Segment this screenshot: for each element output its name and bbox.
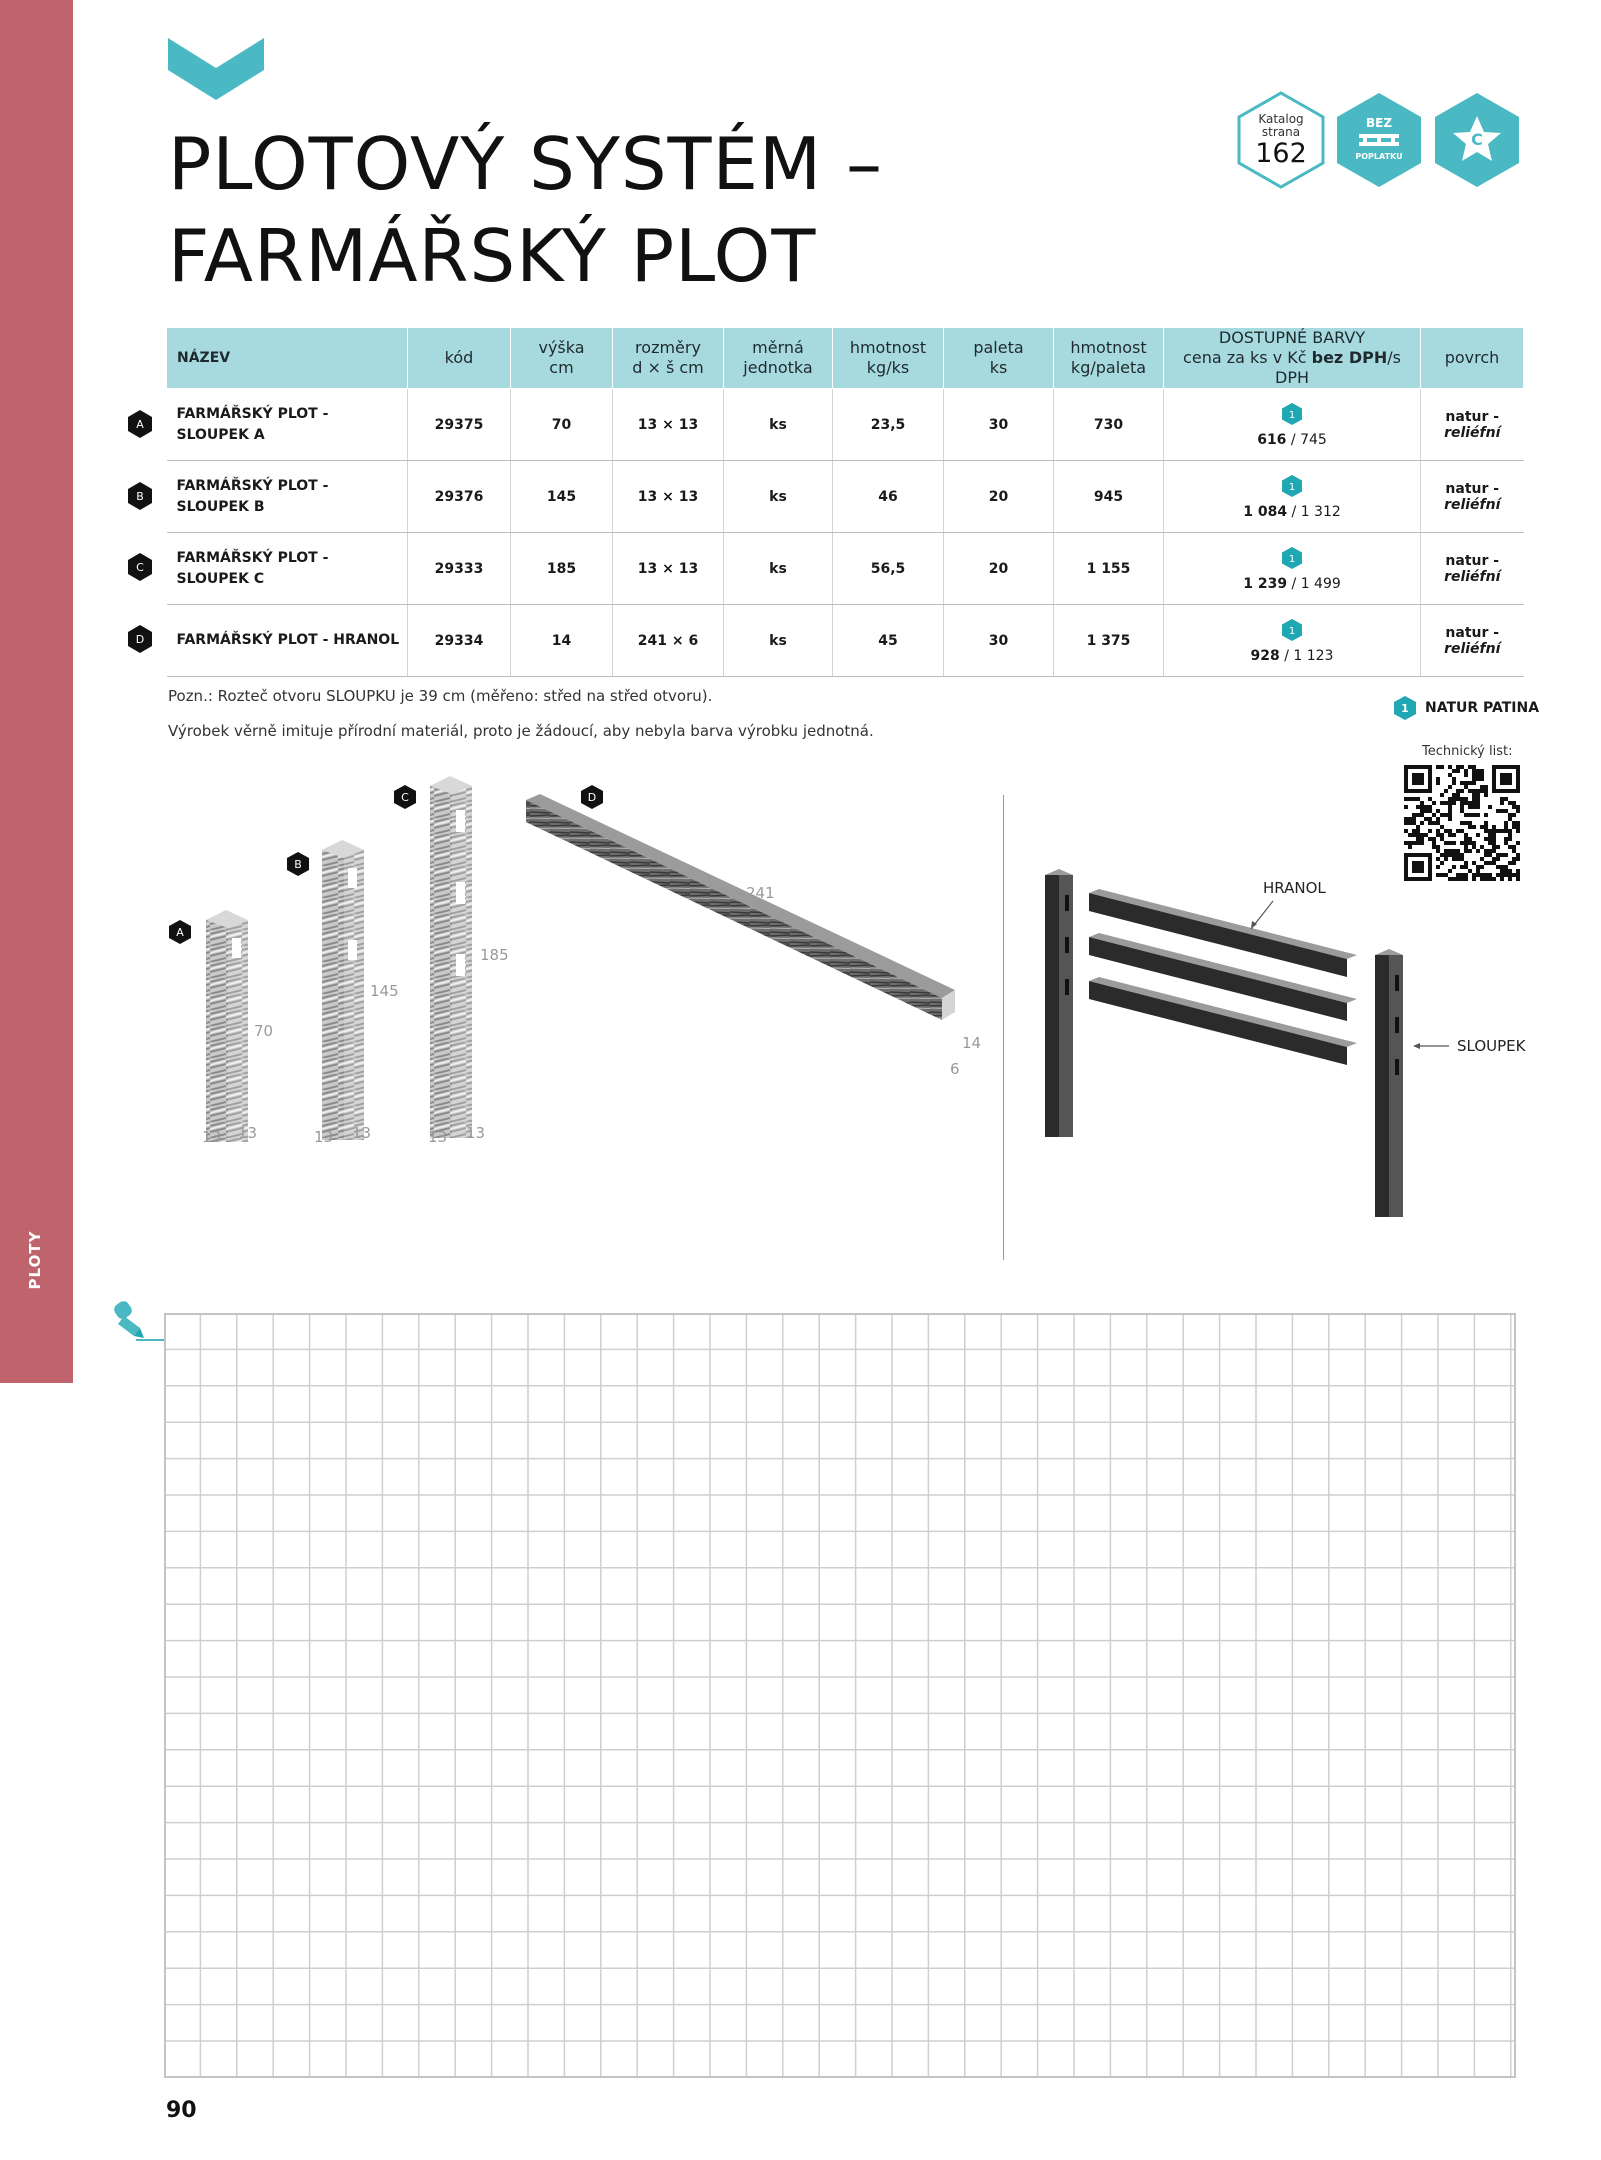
marker-c-icon [127, 552, 153, 582]
cell-price: 1 616 / 745 [1164, 389, 1421, 461]
marker-d-text: D [135, 633, 145, 646]
table-row [167, 605, 1524, 677]
tech-sheet-label: Technický list: [1422, 744, 1513, 759]
legend-label: NATUR PATINA [1425, 700, 1540, 716]
cell-pallet-weight: 1 375 [1054, 605, 1164, 677]
post-c-height-label: 185 [480, 946, 509, 964]
marker-b-drawing [287, 852, 309, 876]
cell-dimensions: 13 × 13 [613, 461, 724, 533]
cell-pallet-weight: 945 [1054, 461, 1164, 533]
catalog-page-badge [1235, 90, 1327, 190]
marker-d-drawing [581, 785, 603, 809]
post-c-depth-label: 13 [466, 1124, 486, 1142]
svg-text:1: 1 [1288, 553, 1296, 565]
marker-a-icon [127, 409, 153, 439]
fence-beam-label: HRANOL [1263, 879, 1326, 897]
no-fee-label-2: POPLATKU [1355, 152, 1403, 161]
marker-b-text: B [136, 490, 144, 503]
beam-d-marker-label: D [587, 791, 597, 804]
section-divider [1003, 795, 1004, 1260]
cell-name: FARMÁŘSKÝ PLOT - SLOUPEK A [167, 389, 408, 461]
color-swatch-icon [1281, 402, 1303, 426]
pallet-icon [1333, 90, 1425, 190]
post-a-depth-label: 13 [238, 1124, 258, 1142]
cell-unit: ks [724, 533, 833, 605]
marker-c-drawing [394, 785, 416, 809]
cell-code: 29333 [408, 533, 511, 605]
svg-text:1: 1 [1288, 481, 1296, 493]
cell-code: 29334 [408, 605, 511, 677]
header-colors: DOSTUPNÉ BARVY cena za ks v Kč bez DPH/s DPH [1164, 328, 1421, 389]
marker-b-icon [127, 481, 153, 511]
post-a-drawing [206, 910, 248, 1142]
svg-text:1: 1 [1288, 625, 1296, 637]
cell-price: 1 928 / 1 123 [1164, 605, 1421, 677]
product-illustration [130, 770, 1010, 1250]
cell-surface: natur - reliéfní [1421, 533, 1524, 605]
cell-weight: 56,5 [833, 533, 944, 605]
fence-right-post [1375, 949, 1403, 1217]
post-b-width-label: 13 [314, 1128, 334, 1146]
beam-d-drawing [526, 794, 955, 1020]
cell-unit: ks [724, 461, 833, 533]
marker-c-text: C [136, 561, 144, 574]
page-title [168, 118, 883, 302]
cell-name: FARMÁŘSKÝ PLOT - HRANOL [167, 605, 408, 677]
catalog-label-2: strana [1261, 125, 1301, 139]
cell-height: 14 [511, 605, 613, 677]
catalog-label-1: Katalog [1258, 112, 1304, 126]
cell-surface: natur - reliéfní [1421, 461, 1524, 533]
post-c-width-label: 13 [428, 1128, 448, 1146]
post-b-height-label: 145 [370, 982, 399, 1000]
fence-left-post [1045, 869, 1073, 1137]
post-b-drawing [322, 840, 364, 1140]
note-material: Výrobek věrně imituje přírodní materiál, proto je žádoucí, aby nebyla barva výrobku jednotná. [168, 722, 874, 740]
catalog-page-number: 162 [1255, 138, 1307, 169]
notes-grid[interactable] [164, 1313, 1516, 2078]
cell-weight: 46 [833, 461, 944, 533]
header-code: kód [408, 328, 511, 389]
beam-height-label: 14 [962, 1034, 982, 1052]
cell-pallet: 30 [944, 605, 1054, 677]
post-c-drawing [430, 776, 472, 1138]
cell-weight: 45 [833, 605, 944, 677]
cell-surface: natur - reliéfní [1421, 605, 1524, 677]
cell-dimensions: 13 × 13 [613, 533, 724, 605]
cell-price: 1 1 084 / 1 312 [1164, 461, 1421, 533]
cell-unit: ks [724, 389, 833, 461]
post-a-marker-label: A [176, 926, 184, 939]
beam-width-label: 6 [950, 1060, 960, 1078]
fence-post-label: SLOUPEK [1457, 1037, 1526, 1055]
svg-text:1: 1 [1401, 702, 1409, 715]
table-header-row [167, 328, 1524, 389]
cell-dimensions: 241 × 6 [613, 605, 724, 677]
cell-price: 1 1 239 / 1 499 [1164, 533, 1421, 605]
cell-height: 185 [511, 533, 613, 605]
cell-name: FARMÁŘSKÝ PLOT - SLOUPEK C [167, 533, 408, 605]
page-number: 90 [166, 2098, 197, 2123]
marker-d-icon [127, 624, 153, 654]
post-b-depth-label: 13 [352, 1124, 372, 1142]
no-fee-label-1: BEZ [1365, 116, 1393, 130]
post-a-width-label: 13 [202, 1128, 222, 1146]
beam-length-label: 241 [746, 884, 775, 902]
header-weight: hmotnost kg/ks [833, 328, 944, 389]
cell-unit: ks [724, 605, 833, 677]
header-pallet: paleta ks [944, 328, 1054, 389]
title-line-1: PLOTOVÝ SYSTÉM – [168, 122, 884, 206]
side-tab-band [0, 0, 73, 1383]
cell-pallet: 30 [944, 389, 1054, 461]
header-name: NÁZEV [167, 328, 408, 389]
cell-height: 70 [511, 389, 613, 461]
note-spacing: Pozn.: Rozteč otvoru SLOUPKU je 39 cm (měřeno: střed na střed otvoru). [168, 687, 713, 705]
side-tab-label: PLOTY [26, 1230, 44, 1290]
color-swatch-icon [1393, 695, 1417, 721]
table-row [167, 533, 1524, 605]
marker-a-drawing [169, 920, 191, 944]
cell-dimensions: 13 × 13 [613, 389, 724, 461]
badge-group [1235, 90, 1525, 200]
post-a-height-label: 70 [254, 1022, 274, 1040]
post-b-marker-label: B [294, 858, 302, 871]
cell-name: FARMÁŘSKÝ PLOT - SLOUPEK B [167, 461, 408, 533]
cell-pallet-weight: 1 155 [1054, 533, 1164, 605]
pen-icon [110, 1300, 166, 1344]
category-letter: C [1471, 130, 1483, 149]
no-fee-badge [1333, 90, 1425, 190]
color-swatch-icon [1281, 474, 1303, 498]
chevron-icon [168, 38, 264, 102]
table-row [167, 461, 1524, 533]
cell-pallet: 20 [944, 533, 1054, 605]
header-dimensions: rozměry d × š cm [613, 328, 724, 389]
cell-code: 29376 [408, 461, 511, 533]
product-table [166, 327, 1524, 677]
color-swatch-icon [1281, 618, 1303, 642]
cell-height: 145 [511, 461, 613, 533]
cell-weight: 23,5 [833, 389, 944, 461]
cell-pallet-weight: 730 [1054, 389, 1164, 461]
color-swatch-icon [1281, 546, 1303, 570]
header-height: výška cm [511, 328, 613, 389]
fence-assembly-drawing [1035, 855, 1535, 1225]
post-callout-arrow-icon [1413, 1043, 1420, 1049]
color-legend [1393, 695, 1539, 721]
header-surface: povrch [1421, 328, 1524, 389]
marker-a-text: A [136, 418, 144, 431]
svg-text:1: 1 [1288, 409, 1296, 421]
category-badge [1431, 90, 1523, 190]
header-pallet-weight: hmotnost kg/paleta [1054, 328, 1164, 389]
cell-pallet: 20 [944, 461, 1054, 533]
header-unit: měrná jednotka [724, 328, 833, 389]
title-line-2: FARMÁŘSKÝ PLOT [168, 214, 817, 298]
cell-surface: natur - reliéfní [1421, 389, 1524, 461]
cell-code: 29375 [408, 389, 511, 461]
post-c-marker-label: C [401, 791, 409, 804]
table-row [167, 389, 1524, 461]
